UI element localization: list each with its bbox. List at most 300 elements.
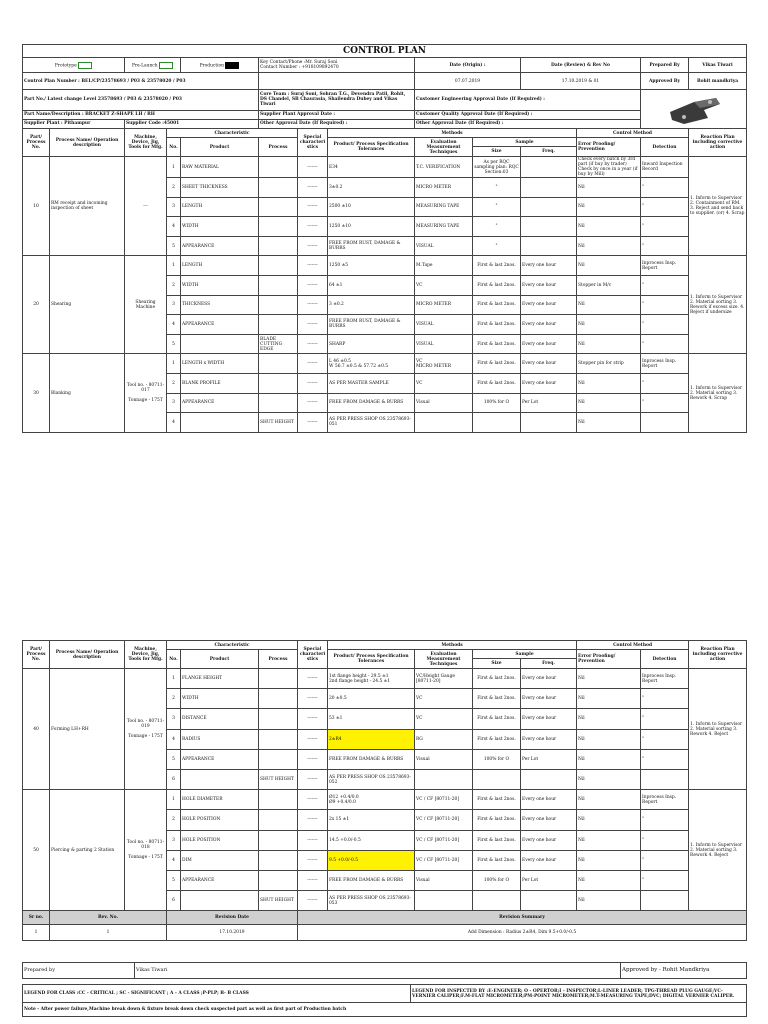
table-cell: SHUT HEIGHT: [259, 891, 298, 911]
table-cell: FREE FROM DAMAGE & BURRS: [328, 749, 415, 769]
rev-date: 17.10.2019: [167, 925, 298, 941]
table-cell: APPEARANCE: [181, 749, 259, 769]
table-cell: Shearing Machine: [125, 256, 167, 354]
rev-no: 1: [50, 925, 167, 941]
col-machine: Machine, Device, Jig, Tools for Mfg.: [125, 129, 167, 157]
table-cell: Every one hour: [521, 790, 577, 810]
col-size: Size: [473, 147, 521, 157]
table-cell: -------: [298, 197, 328, 217]
table-cell: WIDTH: [181, 217, 259, 237]
col-part: Part/ Process No.: [23, 129, 50, 157]
table-cell: [259, 354, 298, 374]
table-cell: Per Lot: [521, 870, 577, 890]
table-cell: 20: [23, 256, 50, 354]
table-cell: Every one hour: [521, 850, 577, 870]
table-cell: [259, 236, 298, 256]
table-cell: -------: [298, 393, 328, 413]
table-cell: SHUT HEIGHT: [259, 413, 298, 433]
table-cell: VC / CF [80711-20]: [415, 830, 473, 850]
table-cell: Every one hour: [521, 295, 577, 315]
table-cell: 64 ±1: [328, 275, 415, 295]
table-cell: T.C. VERIFICATION: [415, 157, 473, 178]
table-cell: 2: [167, 178, 181, 198]
table-cell: 1: [167, 157, 181, 178]
prelaunch-checkbox[interactable]: [159, 62, 173, 69]
table-cell: 2: [167, 275, 181, 295]
table-cell: 2: [167, 689, 181, 709]
prepared-by: Vikas Tiwari: [689, 58, 747, 73]
table-cell: ": [473, 217, 521, 237]
table-cell: 1: [167, 790, 181, 810]
table-cell: 4: [167, 315, 181, 335]
table-cell: 20 ±0.5: [328, 689, 415, 709]
table-cell: Nil: [577, 373, 641, 393]
table-cell: Per Lot: [521, 393, 577, 413]
table-cell: Shearing: [50, 256, 125, 354]
table-cell: Inward Inspection Record: [641, 157, 689, 178]
control-plan-number: Control Plan Number : BEL/CP/23578693 / P03 & 23578020 / P03: [23, 73, 259, 90]
table-cell: [181, 413, 259, 433]
table-cell: [181, 891, 259, 911]
table-cell: WIDTH: [181, 275, 259, 295]
supplier-plant-approval: Supplier Plant Approval Date :: [259, 110, 415, 119]
table-cell: 40: [23, 669, 50, 790]
table-cell: 3: [167, 197, 181, 217]
col-control: Control Method: [577, 129, 689, 138]
table-cell: Nil: [577, 830, 641, 850]
table-cell: -------: [298, 790, 328, 810]
table-cell: Tool no. - 80711-018 Tonnage - 175T: [125, 790, 167, 911]
table-cell: Nil: [577, 749, 641, 769]
table-cell: [181, 769, 259, 789]
table-cell: -------: [298, 850, 328, 870]
table-cell: Inprocess Insp. Report: [641, 354, 689, 374]
col-part-2: Part/ Process No.: [23, 641, 50, 669]
other-approval-1: Other Approval Date (If Required) :: [259, 119, 415, 128]
table-cell: LENGTH: [181, 256, 259, 276]
col-machine-2: Machine, Device, Jig, Tools for Mfg.: [125, 641, 167, 669]
table-cell: -------: [298, 891, 328, 911]
table-cell: ": [641, 749, 689, 769]
table-cell: DIM: [181, 850, 259, 870]
col-no-2: No.: [167, 650, 181, 669]
table-cell: [259, 689, 298, 709]
table-cell: First & last 2nos.: [473, 295, 521, 315]
table-cell: First & last 2nos.: [473, 810, 521, 830]
table-cell: Nil: [577, 413, 641, 433]
col-detection: Detection: [641, 138, 689, 157]
table-cell: -------: [298, 217, 328, 237]
table-cell: HOLE DIAMETER: [181, 790, 259, 810]
rev-sr: 1: [23, 925, 50, 941]
approved-by: Rohit mandkriya: [689, 73, 747, 90]
col-error-2: Error Proofing/ Prevention: [577, 650, 641, 669]
table-cell: ": [473, 178, 521, 198]
table-cell: APPEARANCE: [181, 315, 259, 335]
table-cell: [259, 729, 298, 749]
table-cell: 5: [167, 870, 181, 890]
table-cell: Visual: [415, 393, 473, 413]
table-cell: [521, 157, 577, 178]
table-cell: FREE FROM RUST, DAMAGE & BURRS: [328, 315, 415, 335]
table-cell: BLANK PROFILE: [181, 373, 259, 393]
table-cell: 3: [167, 295, 181, 315]
table-cell: ": [641, 709, 689, 729]
table-cell: 1: [167, 354, 181, 374]
table-cell: 2: [167, 373, 181, 393]
table-row: [23, 790, 747, 810]
customer-quality-approval: Customer Quality Approval Date (If Required) :: [415, 110, 641, 119]
table-cell: E34: [328, 157, 415, 178]
table-cell: Nil: [577, 709, 641, 729]
table-cell: 4: [167, 850, 181, 870]
table-cell: -------: [298, 236, 328, 256]
table-cell: 3: [167, 830, 181, 850]
table-cell: 1250 ±10: [328, 217, 415, 237]
table-cell: VC: [415, 275, 473, 295]
col-size-2: Size: [473, 659, 521, 669]
table-cell: [259, 850, 298, 870]
table-cell: -------: [298, 810, 328, 830]
part-name: Part Name/Description : BRACKET Z-SHAPE LH / RH: [23, 110, 259, 119]
table-cell: Every one hour: [521, 709, 577, 729]
table-cell: 1. Inform to Supervisor 2. Material sorting 3. Rework 4. Reject: [689, 669, 747, 790]
key-contact: Key Contact/Phone :Mr. Suraj Soni Contact Number : +918109892470: [259, 58, 415, 73]
table-cell: -------: [298, 870, 328, 890]
col-error: Error Proofing/ Prevention: [577, 138, 641, 157]
page-title: CONTROL PLAN: [23, 45, 747, 58]
table-cell: FREE FROM DAMAGE & BURRS: [328, 870, 415, 890]
table-cell: [521, 891, 577, 911]
date-origin-label: Date (Origin) :: [415, 58, 521, 73]
table-cell: FLANGE HEIGHT: [181, 669, 259, 689]
table-cell: [415, 413, 473, 433]
table-cell: First & last 2nos.: [473, 709, 521, 729]
table-cell: -------: [298, 275, 328, 295]
core-team: Core Team : Suraj Soni, Sohran T.G., Devendra Patil, Rohit, DS Chandel, SB Chaurasia, Shailendra Dubey and Vikas Tiwari: [259, 90, 415, 111]
table-cell: [259, 157, 298, 178]
table-cell: 1: [167, 669, 181, 689]
table-cell: Inprocess Insp. Report: [641, 256, 689, 276]
col-spec: Product/ Process Specification Tolerances: [328, 138, 415, 157]
table-cell: Visual: [415, 749, 473, 769]
table-cell: VC: [415, 709, 473, 729]
table-cell: [521, 413, 577, 433]
table-cell: Nil: [577, 315, 641, 335]
table-cell: AS PER MASTER SAMPLE: [328, 373, 415, 393]
col-methods: Methods: [328, 129, 577, 138]
col-reaction-2: Reaction Plan including corrective action: [689, 641, 747, 669]
table-cell: VC / CF [80711-20]: [415, 850, 473, 870]
table-cell: 4: [167, 413, 181, 433]
table-cell: APPEARANCE: [181, 393, 259, 413]
table-cell: BLADE CUTTING EDGE: [259, 334, 298, 354]
supplier-code: Supplier Code :45001: [125, 119, 259, 128]
table-cell: -------: [298, 256, 328, 276]
table-cell: 1st flange height - 29.5 ±1 2nd flange height - 24.5 ±1: [328, 669, 415, 689]
rev-sr-label: Sr no.: [23, 911, 50, 925]
table-cell: Nil: [577, 197, 641, 217]
table-cell: 4: [167, 729, 181, 749]
table-cell: [415, 891, 473, 911]
col-no: No.: [167, 138, 181, 157]
table-cell: -------: [298, 315, 328, 335]
table-cell: MEASURING TAPE: [415, 217, 473, 237]
table-cell: Nil: [577, 769, 641, 789]
table-cell: VC / CF [80711-20]: [415, 790, 473, 810]
table-cell: First & last 2nos.: [473, 850, 521, 870]
bracket-part-icon: [664, 90, 724, 128]
table-cell: [181, 334, 259, 354]
table-cell: Every one hour: [521, 669, 577, 689]
table-cell: SHEET THICKNESS: [181, 178, 259, 198]
rev-summary: Add Dimension : Radius 2±R4, Dim 9.5+0.0/-0.5: [298, 925, 747, 941]
table-cell: First & last 2nos.: [473, 354, 521, 374]
table-cell: 2: [167, 810, 181, 830]
table-cell: Nil: [577, 669, 641, 689]
table-cell: Nil: [577, 393, 641, 413]
table-cell: VC: [415, 689, 473, 709]
table-cell: 1. Inform to Supervisor 2. Material sorting 3. Rework 4. Reject: [689, 790, 747, 911]
table-cell: Every one hour: [521, 334, 577, 354]
table-cell: L 46 ±0.5 W 56.7 ±0.5 & 57.72 ±0.5: [328, 354, 415, 374]
table-cell: [521, 217, 577, 237]
table-cell: AS PER PRESS SHOP OS 23578693-051: [328, 413, 415, 433]
table-cell: 1. Inform to Supervisor 2. Containment of RM. 3. Reject and send back to supplier. (or) 4. Scrap: [689, 157, 747, 256]
prototype-checkbox[interactable]: [78, 62, 92, 69]
prototype-option[interactable]: Prototype: [23, 58, 125, 73]
table-cell: VC MICRO METER: [415, 354, 473, 374]
table-cell: ": [641, 295, 689, 315]
table-cell: Stopper pin for strip: [577, 354, 641, 374]
table-cell: Nil: [577, 256, 641, 276]
date-origin: 07.07.2019: [415, 73, 521, 90]
table-cell: 100% for O: [473, 749, 521, 769]
part-number: Part No./ Latest change Level 23578693 / P03 & 23578020 / P03: [23, 90, 259, 111]
table-cell: 2500 ±10: [328, 197, 415, 217]
table-cell: -------: [298, 729, 328, 749]
table-cell: Tool no. - 80711-017 Tonnage - 175T: [125, 354, 167, 432]
table-row: [23, 354, 747, 374]
table-cell: LENGTH: [181, 197, 259, 217]
table-cell: 100% for O: [473, 393, 521, 413]
col-special: Special characteristics: [298, 129, 328, 157]
col-characteristic: Characteristic: [167, 129, 298, 138]
table-cell: 10: [23, 157, 50, 256]
table-cell: AS PER PRESS SHOP OS 23578693-052: [328, 769, 415, 789]
table-cell: Nil: [577, 334, 641, 354]
table-cell: 1: [167, 256, 181, 276]
table-cell: [473, 891, 521, 911]
table-cell: [259, 315, 298, 335]
col-process-2: Process Name/ Operation description: [50, 641, 125, 669]
table-cell: Every one hour: [521, 256, 577, 276]
table-cell: First & last 2nos.: [473, 334, 521, 354]
operations-body-1: [23, 157, 747, 433]
col-reaction: Reaction Plan including corrective action: [689, 129, 747, 157]
table-cell: Ø12 +0.4/0.0 Ø9 +0.4/0.0: [328, 790, 415, 810]
prepared-label: Prepared by: [23, 963, 135, 979]
table-cell: [473, 413, 521, 433]
table-cell: First & last 2nos.: [473, 315, 521, 335]
table-cell: Visual: [415, 870, 473, 890]
col-product-2: Product: [181, 650, 259, 669]
table-cell: Inprocess Insp. Report: [641, 669, 689, 689]
table-cell: Piercing & parting 2 Station: [50, 790, 125, 911]
table-cell: MICRO METER: [415, 178, 473, 198]
table-cell: ": [641, 275, 689, 295]
table-cell: 53 ±1: [328, 709, 415, 729]
control-plan-sheet-1: [22, 44, 747, 433]
table-cell: [259, 709, 298, 729]
table-cell: Per Lot: [521, 749, 577, 769]
table-cell: Nil: [577, 790, 641, 810]
table-cell: ": [641, 236, 689, 256]
table-cell: VC: [415, 373, 473, 393]
table-cell: [259, 810, 298, 830]
table-cell: Every one hour: [521, 373, 577, 393]
table-cell: [641, 891, 689, 911]
table-cell: -------: [298, 769, 328, 789]
table-cell: [259, 178, 298, 198]
table-cell: Tool no. - 80711-019 Tonnage - 175T: [125, 669, 167, 790]
col-characteristic-2: Characteristic: [167, 641, 298, 650]
table-cell: ": [641, 689, 689, 709]
table-cell: [259, 197, 298, 217]
table-cell: -------: [298, 749, 328, 769]
table-cell: 1250 ±5: [328, 256, 415, 276]
prelaunch-option[interactable]: Pre-Launch: [125, 58, 181, 73]
table-cell: FREE FROM DAMAGE & BURRS: [328, 393, 415, 413]
table-cell: M.Tape: [415, 256, 473, 276]
table-cell: ": [473, 197, 521, 217]
table-cell: 6: [167, 769, 181, 789]
table-cell: [521, 178, 577, 198]
table-cell: First & last 2nos.: [473, 790, 521, 810]
rev-summary-label: Revision Summary: [298, 911, 747, 925]
date-rev-label: Date (Review) & Rev No: [521, 58, 641, 73]
table-cell: 9.5 +0.0/-0.5: [328, 850, 415, 870]
table-cell: 30: [23, 354, 50, 432]
table-cell: Every one hour: [521, 810, 577, 830]
table-cell: Check every batch by 3rd part (if buy by trader) Check by once in a year (if buy by Mill): [577, 157, 641, 178]
table-cell: MICRO METER: [415, 295, 473, 315]
prepared-name: Vikas Tiwari: [135, 963, 621, 979]
table-cell: ": [641, 334, 689, 354]
table-cell: ": [473, 236, 521, 256]
table-cell: [415, 769, 473, 789]
table-cell: Nil: [577, 870, 641, 890]
table-cell: 5: [167, 334, 181, 354]
table-cell: [259, 295, 298, 315]
table-cell: First & last 2nos.: [473, 729, 521, 749]
table-cell: VC/Height Gauge [80711-20]: [415, 669, 473, 689]
table-cell: ": [641, 850, 689, 870]
table-cell: First & last 2nos.: [473, 689, 521, 709]
table-cell: Nil: [577, 217, 641, 237]
table-cell: [641, 769, 689, 789]
table-row: [23, 157, 747, 178]
table-cell: Every one hour: [521, 315, 577, 335]
table-cell: HOLE POSITION: [181, 830, 259, 850]
rev-date-label: Revision Date: [167, 911, 298, 925]
supplier-plant: Supplier Plant : Pithampur: [23, 119, 125, 128]
table-cell: 2x 15 ±1: [328, 810, 415, 830]
table-cell: First & last 2nos.: [473, 830, 521, 850]
table-cell: [259, 790, 298, 810]
rev-no-label: Rev. No.: [50, 911, 167, 925]
col-freq-2: Freq.: [521, 659, 577, 669]
other-approval-2: Other Approval Date (If Required) :: [415, 119, 641, 128]
table-cell: ": [641, 729, 689, 749]
table-cell: RM receipt and incoming inspection of sheet: [50, 157, 125, 256]
table-row: [23, 256, 747, 276]
col-methods-2: Methods: [328, 641, 577, 650]
table-cell: Nil: [577, 729, 641, 749]
table-cell: ": [641, 197, 689, 217]
table-cell: -------: [298, 157, 328, 178]
table-cell: RADIUS: [181, 729, 259, 749]
table-cell: Nil: [577, 891, 641, 911]
table-cell: AS PER PRESS SHOP OS 23578693-053: [328, 891, 415, 911]
table-cell: 3: [167, 709, 181, 729]
col-special-2: Special characteristics: [298, 641, 328, 669]
table-cell: [259, 870, 298, 890]
table-cell: Every one hour: [521, 830, 577, 850]
table-cell: [259, 275, 298, 295]
table-cell: [641, 413, 689, 433]
table-cell: 50: [23, 790, 50, 911]
table-cell: Inprocess Insp. Report: [641, 790, 689, 810]
col-process: Process Name/ Operation description: [50, 129, 125, 157]
legend-table: [22, 984, 747, 1017]
production-option[interactable]: Production: [181, 58, 259, 73]
date-rev: 17.10.2019 & 01: [521, 73, 641, 90]
operations-body-2: [23, 669, 747, 911]
table-cell: -------: [298, 689, 328, 709]
table-cell: Blanking: [50, 354, 125, 432]
table-cell: HOLE POSITION: [181, 810, 259, 830]
table-cell: ": [641, 217, 689, 237]
col-sample-2: Sample: [473, 650, 577, 659]
col-product: Product: [181, 138, 259, 157]
table-cell: [521, 197, 577, 217]
table-cell: Nil: [577, 689, 641, 709]
part-image: [641, 90, 747, 129]
table-cell: First & last 2nos.: [473, 275, 521, 295]
table-cell: Every one hour: [521, 354, 577, 374]
footer-note: Note - After power failure,Machine break down & fixture break down check suspected part as well as first part of Production batch: [23, 1003, 747, 1017]
production-checkbox[interactable]: [225, 62, 239, 69]
table-cell: VISUAL: [415, 236, 473, 256]
prepared-by-label: Prepared By: [641, 58, 689, 73]
table-cell: Every one hour: [521, 275, 577, 295]
table-cell: SHUT HEIGHT: [259, 769, 298, 789]
table-cell: [521, 236, 577, 256]
table-cell: ": [641, 315, 689, 335]
table-cell: -------: [298, 830, 328, 850]
legend-class: LEGEND FOR CLASS :CC - CRITICAL ; SC - SIGNIFICANT ; A - A CLASS ;P-PLP; B- B CLASS: [23, 985, 411, 1003]
table-cell: Nil: [577, 850, 641, 870]
table-cell: Nil: [577, 295, 641, 315]
legend-inspection: LEGEND FOR INSPECTED BY :E-ENGINEER; O - OPERTOR;I - INSPECTOR;L-LINER LEADER; TPG-THREAD PLUG GAUGE;VC-VERNIER CALIPER;F.M-FLAT MICROMETER;PM-POINT MICROMETER;M.T-MEASURING TAPE;DVC; DIGITAL VERNIER CALIPER.: [411, 985, 747, 1003]
table-cell: [259, 830, 298, 850]
table-cell: First & last 2nos.: [473, 669, 521, 689]
table-cell: 4: [167, 217, 181, 237]
table-cell: 100% for O: [473, 870, 521, 890]
table-cell: 1. Inform to Supervisor 2. Material sorting 3. Rework 4. Scrap: [689, 354, 747, 432]
col-eval: Evaluation Measurement Techniques: [415, 138, 473, 157]
